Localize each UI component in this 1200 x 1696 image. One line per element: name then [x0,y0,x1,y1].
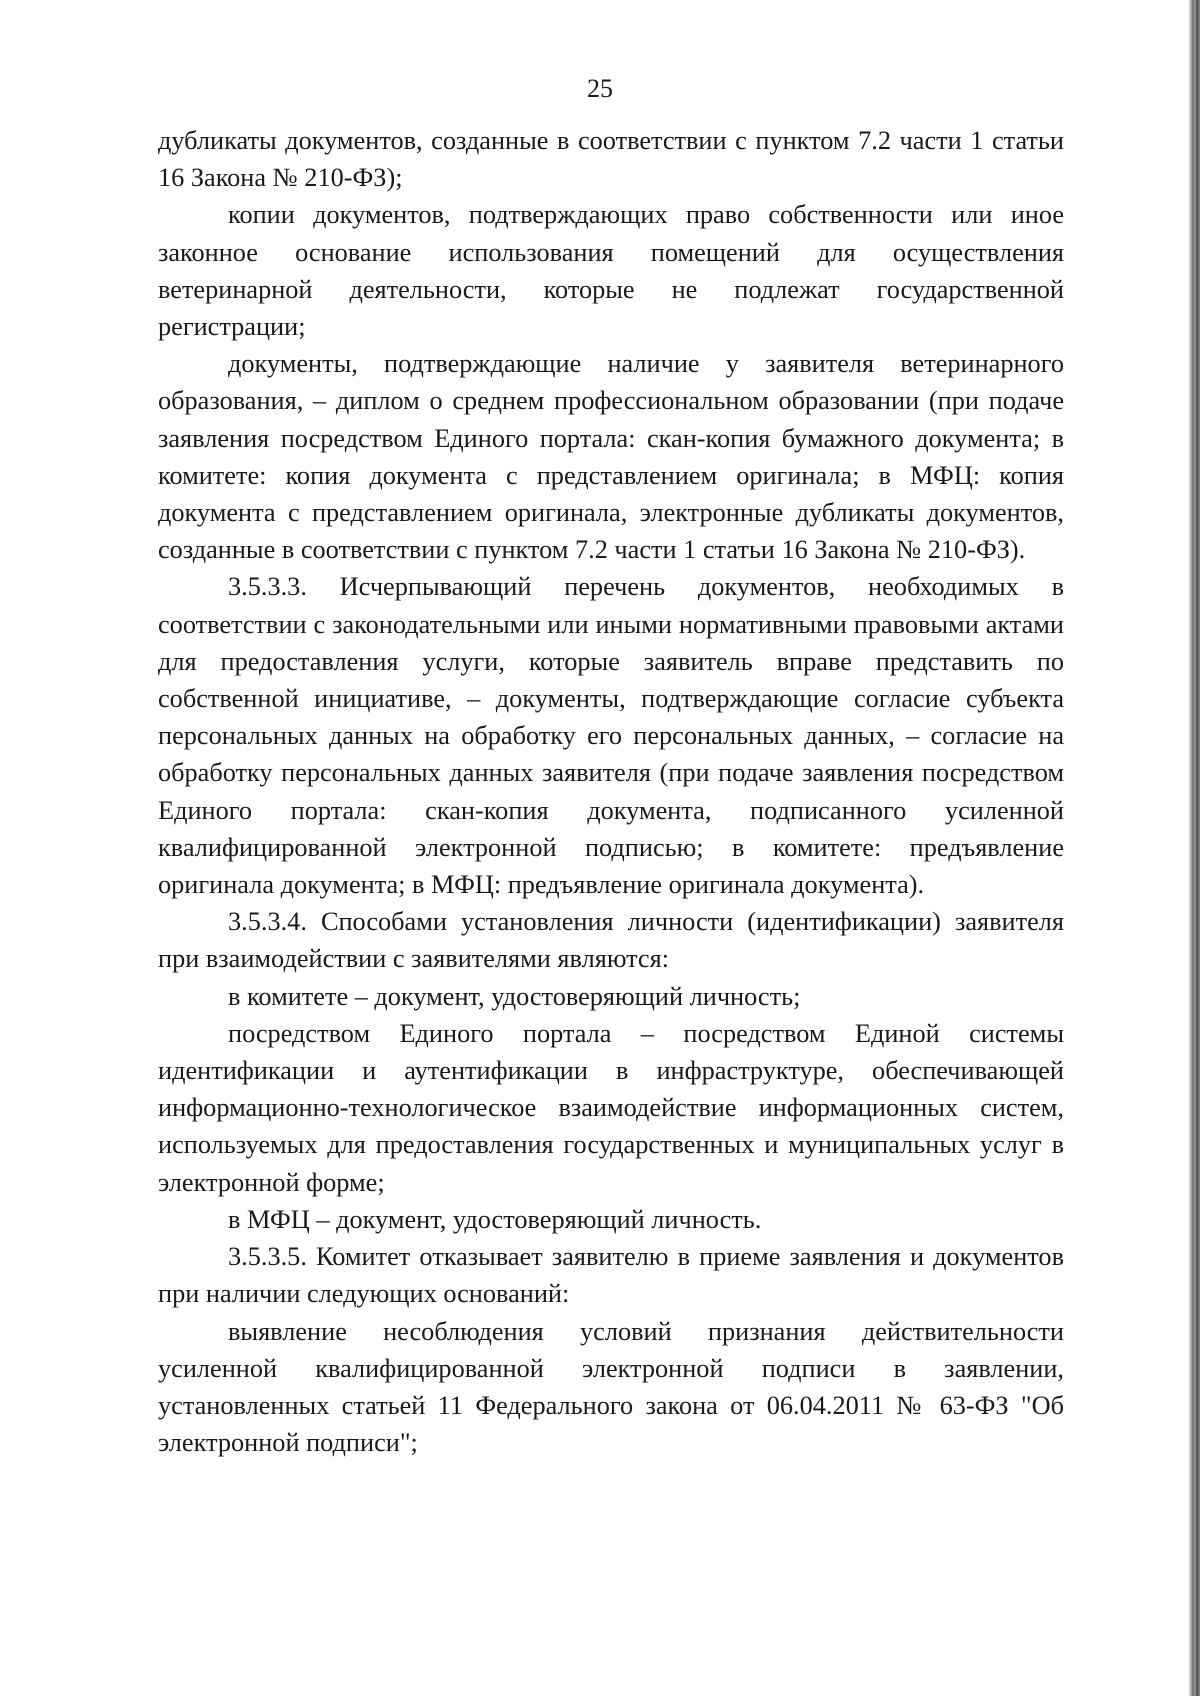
paragraph-signature-violation: выявление несоблюдения условий признания действительности усиленной квалифицированной электронной подписи в заявлении, установленных статьей 11 Федерального закона от 06.04.2011 № 63-ФЗ "Об электронной подписи"; [158,1316,1064,1458]
page-number: 25 [587,74,613,103]
paragraph-committee-identity: в комитете – документ, удостоверяющий личность; [228,981,801,1011]
document-body [158,122,1064,1461]
paragraph-3-5-3-4: 3.5.3.4. Способами установления личности (идентификации) заявителя при взаимодействии с заявителями являются: [158,907,1064,974]
paragraph-portal-identity: посредством Единого портала – посредством Единой системы идентификации и аутентификации в инфраструктуре, обеспечивающей информационно-технологическое взаимодействие информационных систем, используемых для предоставления государственных и муниципальных услуг в электронной форме; [158,1018,1064,1197]
paragraph-3-5-3-5: 3.5.3.5. Комитет отказывает заявителю в приеме заявления и документов при наличии следующих оснований: [158,1242,1064,1309]
scan-edge-shadow [1188,0,1200,1696]
paragraph-3-5-3-3: 3.5.3.3. Исчерпывающий перечень документов, необходимых в соответствии с законодательными или иными нормативными правовыми актами для предоставления услуги, которые заявитель вправе представить по собственной инициативе, – документы, подтверждающие согласие субъекта персональных данных на обработку его персональных данных, – согласие на обработку персональных данных заявителя (при подаче заявления посредством Единого портала: скан-копия документа, подписанного усиленной квалифицированной электронной подписью; в комитете: предъявление оригинала документа; в МФЦ: предъявление оригинала документа). [158,572,1064,900]
paragraph-mfc-identity: в МФЦ – документ, удостоверяющий личность. [228,1204,762,1234]
paragraph-continuation: дубликаты документов, созданные в соответствии с пунктом 7.2 части 1 статьи 16 Закона № 210-ФЗ); [158,126,1064,193]
paragraph-ownership-documents: копии документов, подтверждающих право собственности или иное законное основание использования помещений для осуществления ветеринарной деятельности, которые не подлежат государственной регистрации; [158,200,1064,342]
paragraph-veterinary-education: документы, подтверждающие наличие у заявителя ветеринарного образования, – диплом о среднем профессиональном образовании (при подаче заявления посредством Единого портала: скан-копия бумажного документа; в комитете: копия документа с представлением оригинала; в МФЦ: копия документа с представлением оригинала, электронные дубликаты документов, созданные в соответствии с пунктом 7.2 части 1 статьи 16 Закона № 210-ФЗ). [158,349,1064,565]
